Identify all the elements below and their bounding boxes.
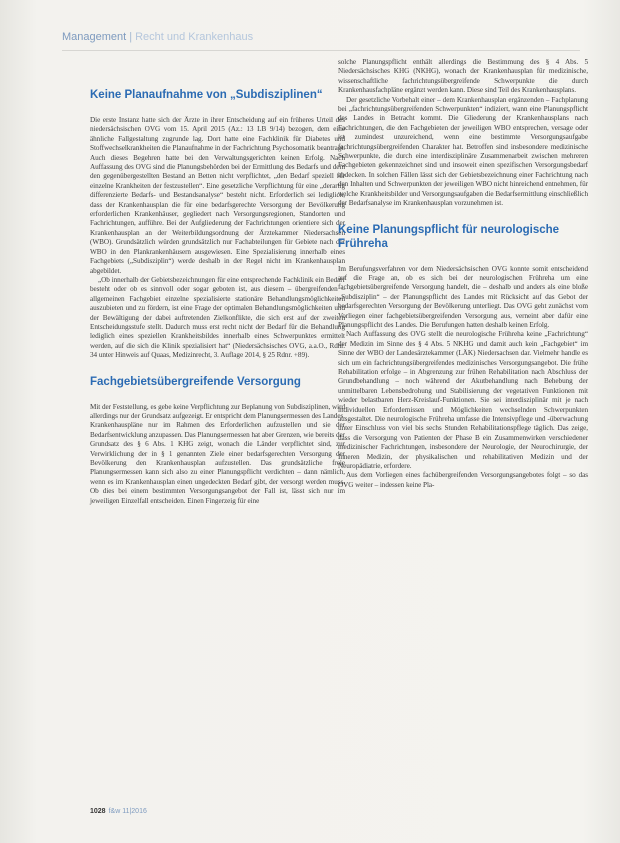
body-paragraph: „Ob innerhalb der Gebietsbezeichnungen für eine entsprechende Fachklinik ein Bedarf besteht oder ob es sinnvoll oder sogar geboten ist, aus diesem – übergreifenden – allgemeinen Fachgebiet einzelne spezialisierte stationäre Behandlungsmöglichkeiten auszubieten und zu fördern, ist eine Frage der optimalen Behandlungsmöglichkeiten und der Bewältigung der dabei auftretenden Zielkonflikte, die sich erst auf der zweiten Entscheidungsstufe stellt. Dadurch muss erst recht nicht der Bedarf für die Behandlung lediglich eines speziellen Krankheitsbildes innerhalb eines Schwerpunktes ermittelt werden, auf die sich die Klinik spezialisiert hat“ (Niedersächsisches OVG, a.a.O., Rdnr. 34 unter Hinweis auf Quaas, Medizinrecht, 3. Auflage 2014, § 25 Rdnr. +89). — [90, 275, 345, 360]
spacer — [90, 361, 345, 375]
magazine-name: f&w 11|2016 — [108, 808, 147, 815]
section-heading-subdisziplinen: Keine Planaufnahme von „Subdisziplinen“ — [90, 89, 323, 101]
running-header — [62, 28, 580, 51]
body-paragraph: solche Planungspflicht enthält allerdings die Bestimmung des § 4 Abs. 5 Niedersächsisches KHG (NKHG), wonach der Krankenhausplan für medizinische, wissenschaftliche fachrichtungsübergreifende Schwerpunkte die durch Krankenhausfachpläne ergänzt werden kann. Diese sind Teil des Krankenhausplans. — [338, 58, 588, 95]
body-paragraph: Im Berufungsverfahren vor dem Niedersächsischen OVG konnte somit entscheidend auf die Frage an, ob es sich bei der neurologischen Frühreha um eine fachgebietsübergreifende Versorgung handelt, die – deshalb und anders als eine bloße „Subdisziplin“ – der Planungspflicht des Landes mit Rücksicht auf das Gebot der bedarfsgerechten Versorgung der Bevölkerung unterliegt. Das OVG geht zunächst vom Vorliegen einer fachgebietsübergreifenden Versorgung aus, verneint aber dafür eine Planungspflicht des Landes. Die Berufungen hatten deshalb keinen Erfolg. — [338, 264, 588, 329]
header-subsection: Recht und Krankenhaus — [135, 31, 254, 43]
left-column — [90, 88, 345, 506]
body-paragraph: Nach Auffassung des OVG stellt die neurologische Frühreha keine „Fachrichtung“ der Medizin im Sinne des § 4 Abs. 5 NKHG und damit auch kein „Fachgebiet“ im Sinne der WBO der Landesärztekammer (LÄK) Niedersachsen dar. Vielmehr handle es sich um ein fachrichtungsübergreifendes medizinisches Versorgungsangebot. Die frühe Rehabilitation erfolge – in Abgrenzung zur frühen Rehabilitation nach Abschluss der Grundbehandlung – noch während der Akutbehandlung nach Behebung der unmittelbaren Lebensbedrohung und Stabilisierung der vegetativen Funktionen mit wieder belastbaren Herz-Kreislauf-Funktionen. Sie sei interdisziplinär mit je nach individuellen Erfordernissen und Möglichkeiten wechselnden Schwerpunkten ausgestaltet. Die neurologische Frühreha umfasse die Intensivpflege und -überwachung unter Einschluss von viel bis sechs Stunden Rehabilitationspflege täglich. Das zeige, dass die Versorgung von Patienten der Phase B ein Zusammenwirken verschiedener medizinischer Fachrichtungen, insbesondere der Neurologie, der Neurochirurgie, der Inneren Medizin, der physikalischen und rehabilitativen Medizin und der Neuropädiatrie, erfordere. — [338, 330, 588, 471]
section-heading-fachgebiet: Fachgebietsübergreifende Versorgung — [90, 375, 301, 388]
section-heading-fruehreha: Keine Planungspflicht für neurologische Frühreha — [338, 223, 560, 250]
body-paragraph: Mit der Feststellung, es gebe keine Verpflichtung zur Beplanung von Subdisziplinen, wird allerdings nur der Grundsatz aufgezeigt. Er entspricht dem Planungsermessen des Landes. Krankenhauspläne nur im Rahmen des Erforderlichen aufzustellen und sie der Bedarfsentwicklung anzupassen. Das Planungsermessen hat aber Grenzen, wie bereits der Grundsatz des § 6 Abs. 1 KHG zeigt, wonach die Länder verpflichtet sind, zur Verwirklichung der in § 1 genannten Ziele einer bedarfsgerechten Versorgung der Bevölkerung den Krankenhausplan aufzustellen. Das grundsätzliche freie Planungsermessen kann sich also zu einer Planungspflicht verdichten – dann nämlich, wenn es im Krankenhausplan einen ungedeckten Bedarf gibt, der versorgt werden muss. Ob dies bei einem bestimmten Versorgungsangebot der Fall ist, lässt sich nur im jeweiligen Einzelfall entscheiden. Einen Fingerzeig für eine — [90, 402, 345, 505]
body-paragraph: Der gesetzliche Vorbehalt einer – dem Krankenhausplan ergänzenden – Fachplanung bei „fachrichtungsübergreifenden Schwerpunkten“ indiziert, wann eine Planungspflicht des Landes in Betracht kommt. Die Gliederung der Krankenhausplans nach Fachrichtungen, die den Fachgebieten der jeweiligen WBO entsprechen, versage oder ist zumindest unzureichend, wenn eine bestimmte Versorgungsaufgabe fachrichtungsübergreifenden Charakter hat. Betroffen sind insbesondere medizinische Schwerpunkte, die durch eine interdisziplinäre Zusammenarbeit zwischen mehreren Fachgebieten gekennzeichnet sind und insoweit einen spezifischen Versorgungsbedarf abdecken. In solchen Fällen lässt sich der Gebietsbezeichnung einer Fachrichtung nach den Inhalten und Schwerpunkten der jeweiligen WBO nicht hinreichend entnehmen, für welche Krankheitsbilder und Versorgungsaufgaben die Bedarfsermittlung einschließlich der Bedarfsanalyse im Krankenhausplan vorzunehmen ist. — [338, 95, 588, 208]
spacer — [338, 209, 588, 223]
page-footer — [90, 808, 147, 815]
header-section: Management — [62, 31, 127, 43]
body-paragraph: Die erste Instanz hatte sich der Ärzte in ihrer Entscheidung auf ein früheres Urteil des niedersächsischen OVG vom 15. April 2015 (Az.: 13 LB 9/14) bezogen, dem eine ähnliche Fallgestaltung zugrunde lag. Dort hatte eine Fachklinik für Diabetes und Stoffwechselkrankheiten die Planaufnahme in der Fachrichtung Psychosomatik beantragt. Auch dieses Begehren hatte bei den Verwaltungsgerichten keinen Erfolg. Nach Auffassung des OVG sind die Planungsbehörden bei der Ermittlung des Bedarfs und dem den gegenübergestellten Bestand an Betten nicht verpflichtet, „den Bedarf speziell für einzelne Krankheiten der festzustellen“. Eine gesetzliche Verpflichtung für eine „derartig differenzierte Bedarfs- und Bestandsanalyse“ besteht nicht. Erforderlich sei lediglich, dass der Krankenhausplan die für eine bedarfsgerechte Versorgung der Bevölkerung erforderlichen Krankenhäuser, gegliedert nach Versorgungsregionen, Standorten und Fachrichtungen, aufführe. Bei der Aufgliederung der Fachrichtungen orientiere sich der Krankenhausplan an der Weiterbildungsordnung der Ärztekammer Niedersachsen (WBO). Grundsätzlich würden grundsätzlich nur Fachabteilungen für Gebiete nach der WBO in den Plankrankenhäusern ausgewiesen. Eine Spezialisierung innerhalb eines Fachgebiets („Subdisziplin“) werde deshalb in der Regel nicht im Krankenhausplan abgebildet. — [90, 116, 345, 275]
page-number: 1028 — [90, 808, 106, 815]
header-separator: | — [129, 31, 133, 43]
body-paragraph: Aus dem Vorliegen eines fachübergreifenden Versorgungsangebotes folgt – so das OVG weiter – indessen keine Pla- — [338, 471, 588, 489]
right-column — [338, 58, 588, 490]
